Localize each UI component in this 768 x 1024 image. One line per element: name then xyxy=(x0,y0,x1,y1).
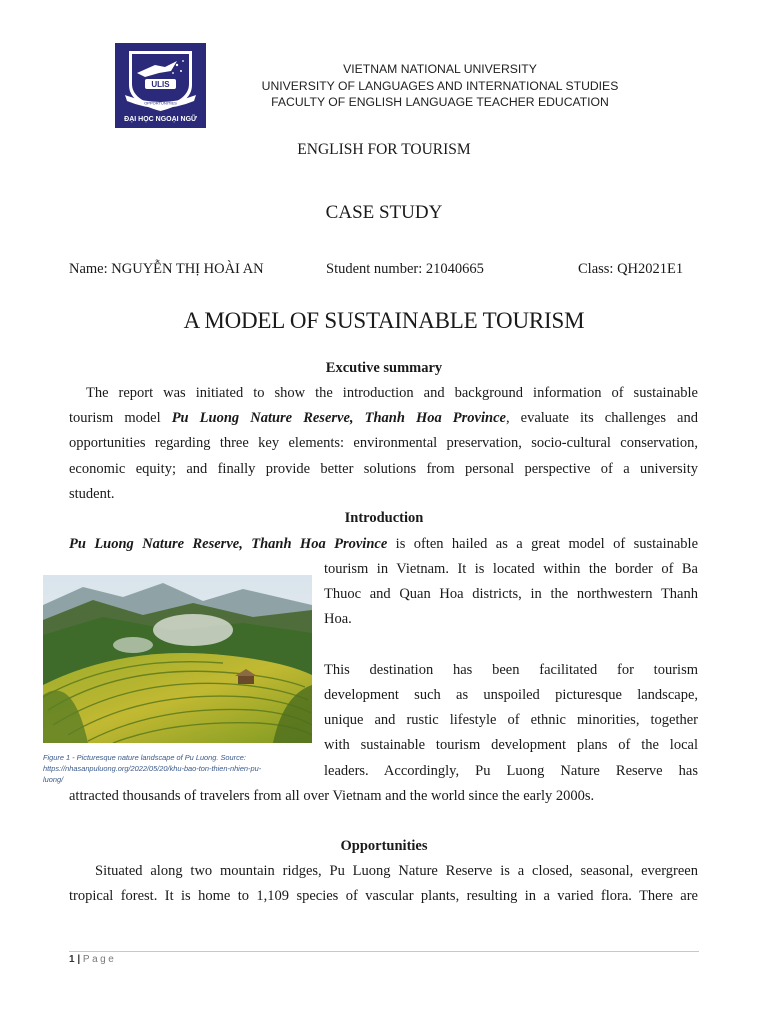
page-label: Page xyxy=(82,954,117,965)
svg-text:OPPORTUNITIES: OPPORTUNITIES xyxy=(144,100,177,106)
caption-source-link[interactable]: https://nhasanpuluong.org/2022/05/20/khu-bao-ton-thien-nhien-pu- xyxy=(43,764,262,773)
text-line: with sustainable tourism development plans of the local xyxy=(324,737,698,754)
text-line: tourism model Pu Luong Nature Reserve, Thanh Hoa Province, evaluate its challenges and xyxy=(69,410,698,427)
text-line: student. xyxy=(69,485,115,502)
footer-divider xyxy=(69,951,699,952)
header-line-3: FACULTY OF ENGLISH LANGUAGE TEACHER EDUCATION xyxy=(271,95,609,109)
caption-line: luong/ xyxy=(43,775,64,784)
figure-caption xyxy=(43,752,313,785)
rice-terrace-landscape-image xyxy=(43,575,312,743)
svg-text:ULIS: ULIS xyxy=(151,80,170,90)
student-class: Class: QH2021E1 xyxy=(578,261,684,277)
section-heading-opportunities: Opportunities xyxy=(340,838,428,854)
header-line-1: VIETNAM NATIONAL UNIVERSITY xyxy=(343,62,537,76)
intro-last-line xyxy=(69,784,698,809)
text-line: opportunities regarding three key elements: environmental preservation, socio-cultural conservation, xyxy=(69,435,698,452)
text-line: Thuoc and Quan Hoa districts, in the northwestern Thanh xyxy=(324,586,698,603)
page-separator: | xyxy=(74,954,83,965)
text-line: development such as unspoiled picturesque landscape, xyxy=(324,686,698,703)
text-line: Hoa. xyxy=(324,611,352,628)
blank-line xyxy=(324,633,698,658)
student-name: Name: NGUYỄN THỊ HOÀI AN xyxy=(69,261,264,277)
text-line: unique and rustic lifestyle of ethnic minorities, together xyxy=(324,712,698,729)
opportunities-paragraph xyxy=(69,859,698,909)
text-line: Situated along two mountain ridges, Pu Luong Nature Reserve is a closed, seasonal, evergreen xyxy=(95,863,698,879)
text-line: The report was initiated to show the introduction and background information of sustainable xyxy=(86,385,698,401)
caption-line: Figure 1 - Picturesque nature landscape of Pu Luong. Source: xyxy=(43,753,246,762)
text-line: This destination has been facilitated for tourism xyxy=(324,661,698,678)
student-number: Student number: 21040665 xyxy=(326,261,484,277)
intro-line-1 xyxy=(69,532,698,557)
text-line: leaders. Accordingly, Pu Luong Nature Reserve has xyxy=(324,762,698,779)
svg-text:ĐẠI HỌC NGOẠI NGỮ: ĐẠI HỌC NGOẠI NGỮ xyxy=(124,116,197,123)
course-name: ENGLISH FOR TOURISM xyxy=(297,141,471,158)
section-heading-introduction: Introduction xyxy=(344,510,424,526)
intro-wrap-text xyxy=(324,557,698,784)
ulis-emblem-icon xyxy=(115,43,206,128)
document-type: CASE STUDY xyxy=(325,202,443,223)
executive-summary-paragraph xyxy=(69,381,698,507)
header-line-2: UNIVERSITY OF LANGUAGES AND INTERNATIONAL STUDIES xyxy=(261,78,619,93)
text-line: economic equity; and finally provide better solutions from personal perspective of a university xyxy=(69,460,698,477)
text-line: Pu Luong Nature Reserve, Thanh Hoa Province is often hailed as a great model of sustainable xyxy=(69,536,699,552)
page-number: 1 xyxy=(69,954,75,965)
text-line: tourism in Vietnam. It is located within the border of Ba xyxy=(324,561,698,577)
text-line: attracted thousands of travelers from all over Vietnam and the world since the early 2000s. xyxy=(69,788,595,804)
page-title: A MODEL OF SUSTAINABLE TOURISM xyxy=(183,308,585,333)
section-heading-executive-summary: Excutive summary xyxy=(325,360,443,376)
university-logo xyxy=(115,43,206,128)
page-footer xyxy=(69,954,116,965)
pu-luong-landscape-photo xyxy=(43,575,312,743)
text-line: tropical forest. It is home to 1,109 species of vascular plants, resulting in a varied flora. There are xyxy=(69,888,698,905)
institution-header xyxy=(250,61,630,111)
